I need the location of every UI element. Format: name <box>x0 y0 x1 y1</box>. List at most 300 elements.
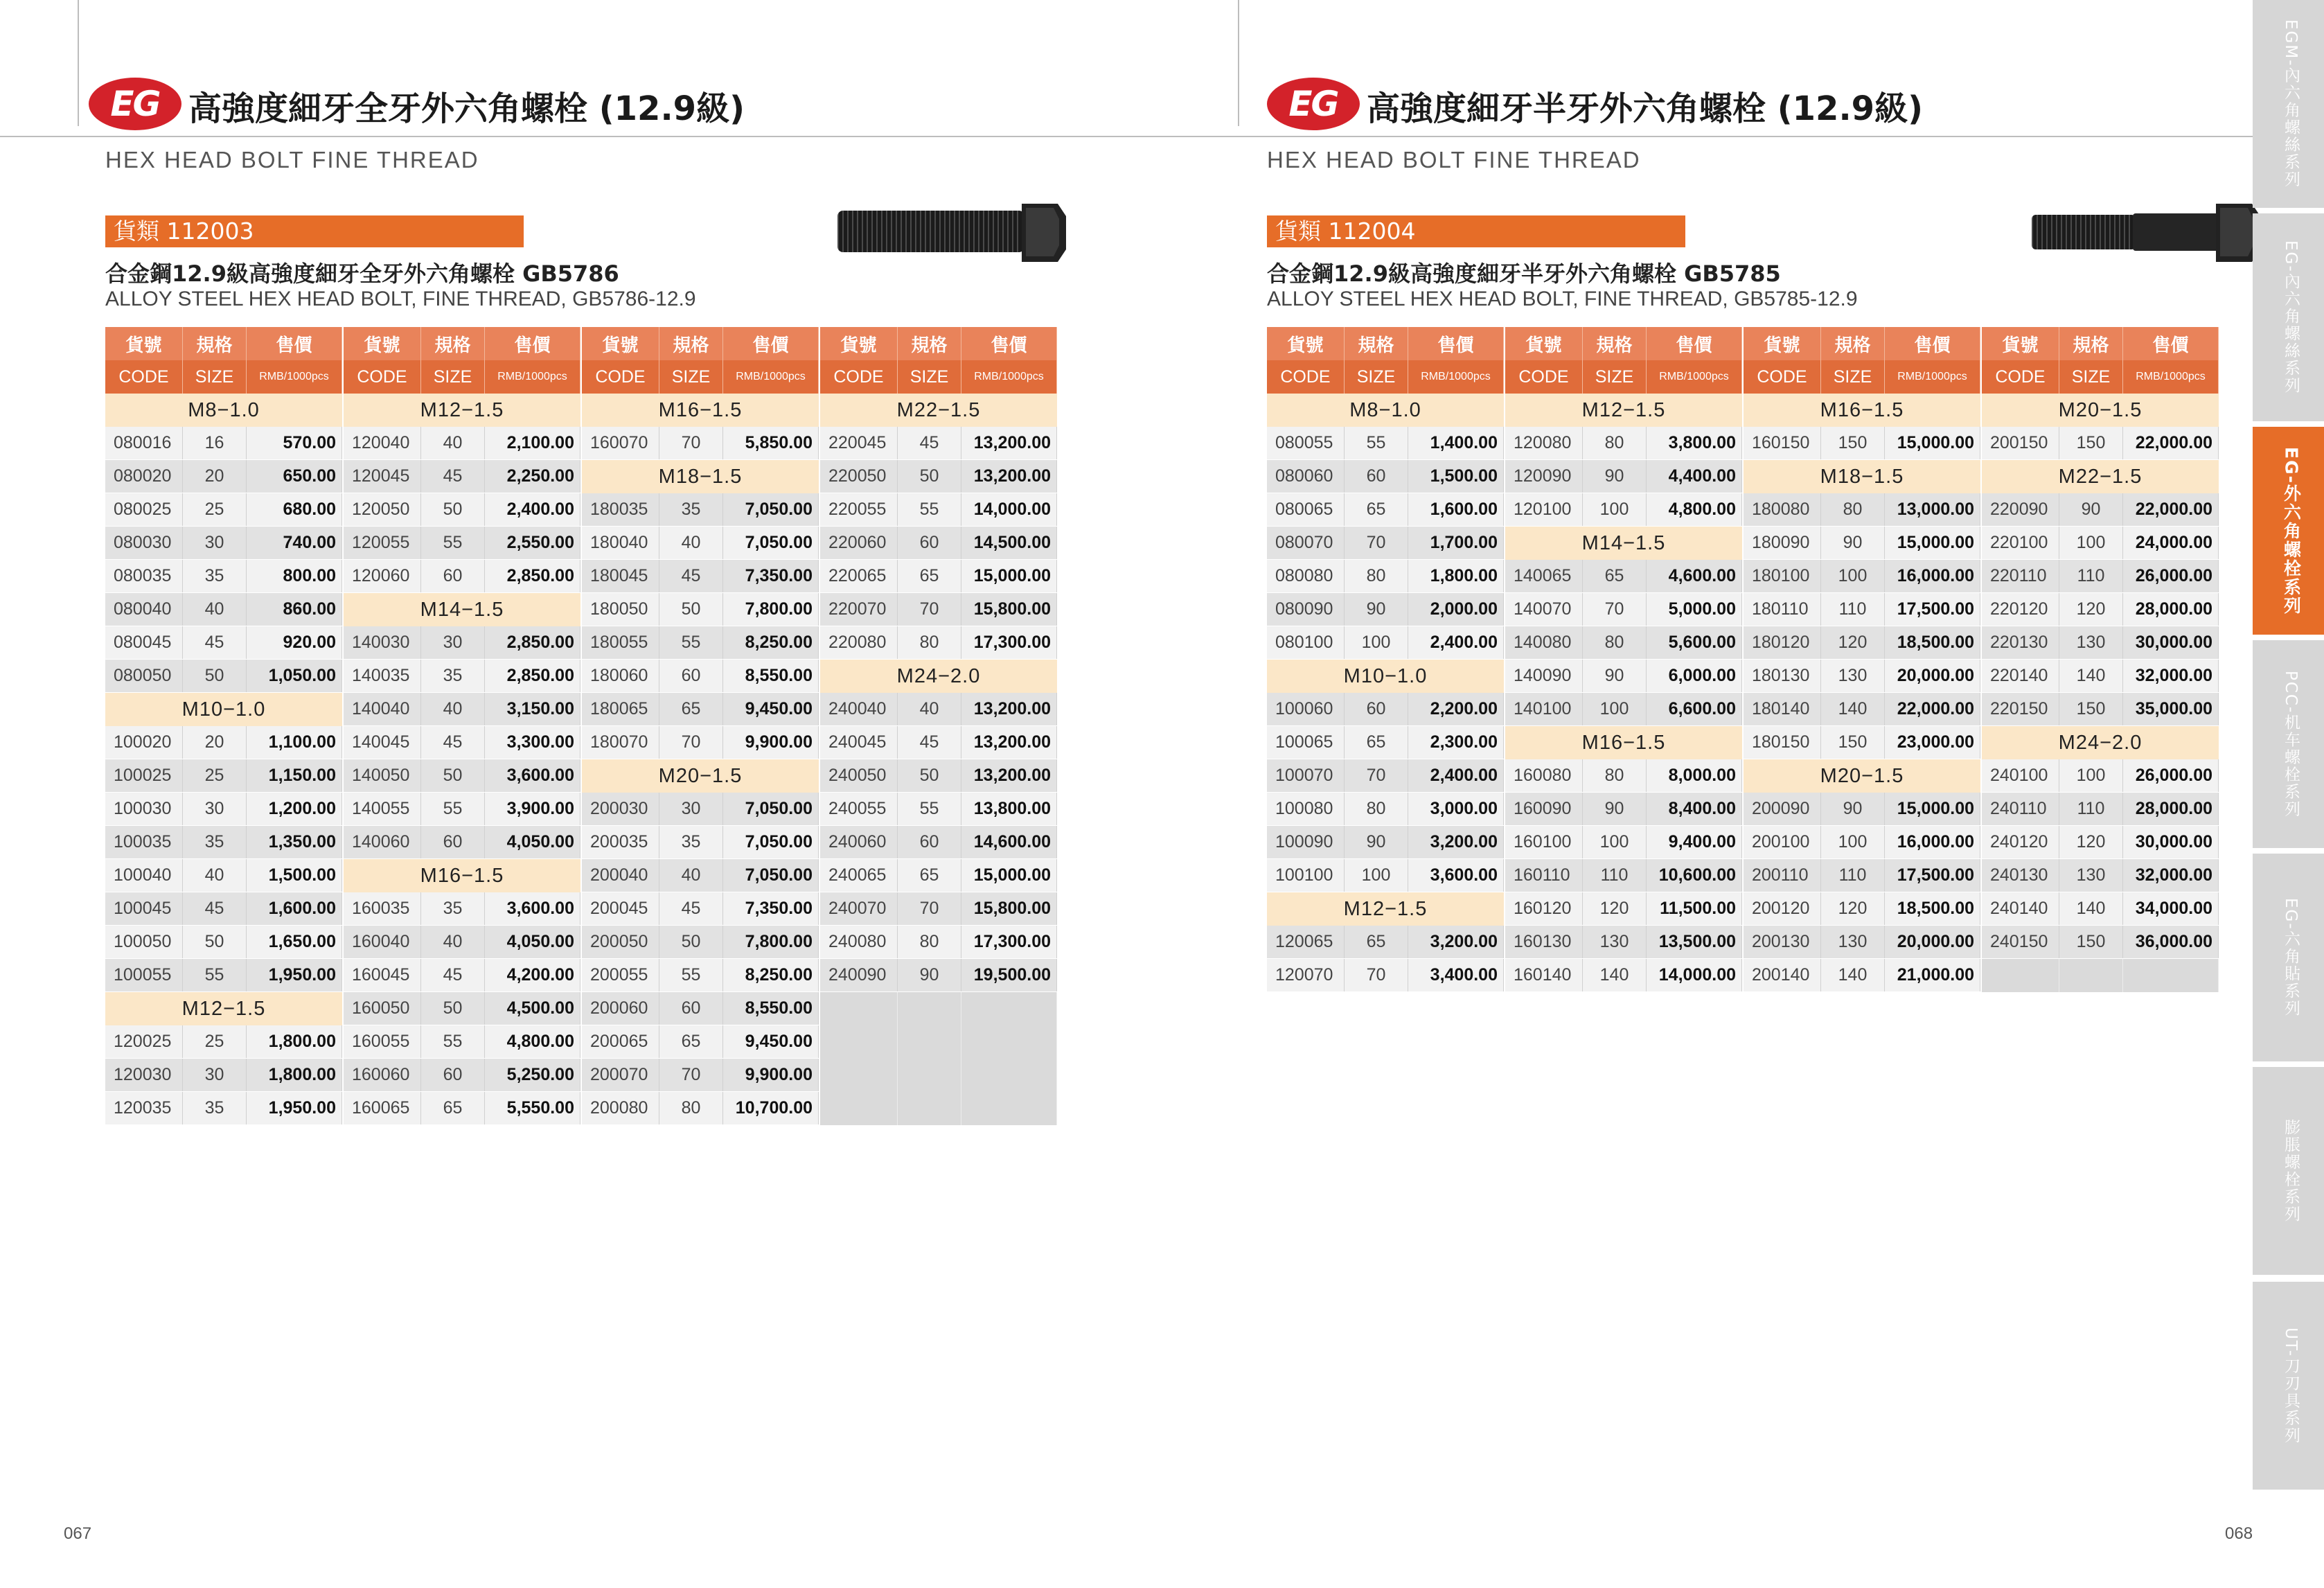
table-row <box>1744 593 1980 626</box>
price-cell: 32,000.00 <box>2123 859 2219 892</box>
code-cell: 180070 <box>582 726 659 759</box>
table-column <box>582 327 819 1125</box>
table-row <box>582 793 819 826</box>
side-tab-3[interactable]: EG-外六角螺栓系列 <box>2253 427 2324 635</box>
header-size-en: SIZE <box>1345 360 1408 394</box>
price-cell: 24,000.00 <box>2123 527 2219 559</box>
price-cell: 2,550.00 <box>485 527 580 559</box>
table-row <box>820 726 1057 759</box>
side-tab-5[interactable]: EG-六角貼系列 <box>2253 854 2324 1061</box>
price-cell: 9,900.00 <box>723 726 819 759</box>
price-cell: 2,000.00 <box>1408 593 1504 626</box>
empty-cell <box>820 1025 898 1059</box>
code-cell: 180055 <box>582 626 659 659</box>
empty-row <box>820 1025 1057 1059</box>
size-cell: 90 <box>2059 493 2123 526</box>
code-cell: 180035 <box>582 493 659 526</box>
price-cell: 2,100.00 <box>485 427 580 459</box>
price-cell: 7,050.00 <box>723 859 819 892</box>
code-cell: 200110 <box>1744 859 1821 892</box>
table-row <box>582 859 819 892</box>
size-cell: 150 <box>2059 693 2123 725</box>
side-tab-6[interactable]: 膨脹螺栓系列 <box>2253 1067 2324 1275</box>
table-row <box>582 693 819 726</box>
table-row <box>1505 959 1742 992</box>
code-cell: 220050 <box>820 460 898 493</box>
size-cell: 90 <box>1583 460 1647 493</box>
header-row-cn <box>1267 327 1504 360</box>
price-cell: 5,550.00 <box>485 1092 580 1124</box>
table-row <box>105 560 342 593</box>
table-row <box>1744 926 1980 959</box>
table-row <box>105 892 342 926</box>
price-cell: 10,600.00 <box>1647 859 1742 892</box>
header-row-cn <box>1505 327 1742 360</box>
code-cell: 080080 <box>1267 560 1345 592</box>
price-cell: 13,800.00 <box>961 793 1057 825</box>
code-cell: 160050 <box>344 992 421 1025</box>
header-row-cn <box>820 327 1057 360</box>
size-cell: 45 <box>421 460 485 493</box>
price-cell: 36,000.00 <box>2123 926 2219 958</box>
price-cell: 4,050.00 <box>485 926 580 958</box>
price-cell: 1,500.00 <box>247 859 342 892</box>
table-row <box>582 660 819 693</box>
size-cell: 130 <box>1821 660 1885 692</box>
table-row <box>1505 660 1742 693</box>
code-cell: 240120 <box>1982 826 2059 858</box>
size-group-header: M12−1.5 <box>344 394 580 427</box>
table-row <box>1505 460 1742 493</box>
price-cell: 6,600.00 <box>1647 693 1742 725</box>
header-price-en: RMB/1000pcs <box>1647 360 1742 394</box>
half-thread-bolt-image <box>2029 201 2262 265</box>
header-code-cn: 貨號 <box>1744 327 1821 360</box>
code-cell: 220090 <box>1982 493 2059 526</box>
table-row <box>1982 593 2219 626</box>
code-cell: 220060 <box>820 527 898 559</box>
price-cell: 1,800.00 <box>1408 560 1504 592</box>
header-row-en <box>820 360 1057 394</box>
table-row <box>1982 660 2219 693</box>
table-column <box>1744 327 1980 992</box>
size-cell: 65 <box>1345 726 1408 759</box>
table-row <box>1267 926 1504 959</box>
empty-row <box>1982 959 2219 992</box>
price-cell: 1,500.00 <box>1408 460 1504 493</box>
price-cell: 13,200.00 <box>961 759 1057 792</box>
size-cell: 35 <box>183 1092 247 1124</box>
price-cell: 680.00 <box>247 493 342 526</box>
header-size-en: SIZE <box>1821 360 1885 394</box>
price-cell: 2,850.00 <box>485 626 580 659</box>
table-row <box>820 560 1057 593</box>
size-group-header: M24−2.0 <box>1982 726 2219 759</box>
table-row <box>1505 926 1742 959</box>
code-cell: 080050 <box>105 660 183 692</box>
price-cell: 14,000.00 <box>1647 959 1742 991</box>
price-cell: 15,800.00 <box>961 892 1057 925</box>
size-cell: 110 <box>2059 560 2123 592</box>
code-cell: 120080 <box>1505 427 1583 459</box>
size-cell: 40 <box>659 527 723 559</box>
size-cell: 70 <box>659 427 723 459</box>
header-row-en <box>1267 360 1504 394</box>
size-cell: 80 <box>659 1092 723 1124</box>
header-row-cn <box>344 327 580 360</box>
price-cell: 1,100.00 <box>247 726 342 759</box>
size-cell: 55 <box>659 626 723 659</box>
table-row <box>1267 693 1504 726</box>
size-cell: 120 <box>1583 892 1647 925</box>
price-cell: 15,800.00 <box>961 593 1057 626</box>
size-cell: 120 <box>1821 892 1885 925</box>
header-code-en: CODE <box>105 360 183 394</box>
size-cell: 30 <box>659 793 723 825</box>
price-cell: 1,950.00 <box>247 959 342 991</box>
header-size-en: SIZE <box>421 360 485 394</box>
header-row-cn <box>1982 327 2219 360</box>
price-cell: 860.00 <box>247 593 342 626</box>
page-title: 高強度細牙全牙外六角螺栓 (12.9級) <box>188 89 745 128</box>
table-row <box>1267 593 1504 626</box>
code-cell: 140040 <box>344 693 421 725</box>
header-code-cn: 貨號 <box>1982 327 2059 360</box>
price-cell: 2,400.00 <box>1408 626 1504 659</box>
size-cell: 40 <box>898 693 961 725</box>
size-cell: 60 <box>1345 693 1408 725</box>
table-row <box>344 892 580 926</box>
code-cell: 180060 <box>582 660 659 692</box>
table-row <box>1267 527 1504 560</box>
header-code-cn: 貨號 <box>1267 327 1345 360</box>
page-number: 068 <box>2225 1524 2253 1543</box>
price-cell: 7,050.00 <box>723 527 819 559</box>
code-cell: 180110 <box>1744 593 1821 626</box>
size-cell: 130 <box>1821 926 1885 958</box>
code-cell: 160140 <box>1505 959 1583 991</box>
code-cell: 120060 <box>344 560 421 592</box>
side-tab-7[interactable]: UT-刀刃具系列 <box>2253 1282 2324 1490</box>
header-row-cn <box>582 327 819 360</box>
price-cell: 8,400.00 <box>1647 793 1742 825</box>
price-cell: 3,000.00 <box>1408 793 1504 825</box>
header-code-en: CODE <box>1505 360 1583 394</box>
price-cell: 20,000.00 <box>1885 660 1980 692</box>
code-cell: 180040 <box>582 527 659 559</box>
table-row <box>344 726 580 759</box>
price-cell: 9,450.00 <box>723 693 819 725</box>
code-cell: 220120 <box>1982 593 2059 626</box>
table-row <box>1744 726 1980 759</box>
code-cell: 120090 <box>1505 460 1583 493</box>
price-cell: 3,600.00 <box>1408 859 1504 892</box>
code-cell: 140030 <box>344 626 421 659</box>
size-cell: 40 <box>421 926 485 958</box>
size-cell: 110 <box>1821 859 1885 892</box>
price-cell: 1,150.00 <box>247 759 342 792</box>
price-cell: 7,350.00 <box>723 892 819 925</box>
empty-cell <box>2059 959 2123 992</box>
price-cell: 650.00 <box>247 460 342 493</box>
price-cell: 15,000.00 <box>1885 527 1980 559</box>
code-cell: 180080 <box>1744 493 1821 526</box>
size-group-header: M8−1.0 <box>105 394 342 427</box>
table-row <box>820 926 1057 959</box>
code-cell: 140065 <box>1505 560 1583 592</box>
table-row <box>820 693 1057 726</box>
table-row <box>105 527 342 560</box>
size-cell: 35 <box>421 660 485 692</box>
table-row <box>105 793 342 826</box>
top-divider-line <box>78 0 79 126</box>
size-cell: 65 <box>1583 560 1647 592</box>
code-cell: 240090 <box>820 959 898 991</box>
price-table <box>1267 327 2219 992</box>
size-cell: 45 <box>421 959 485 991</box>
header-code-en: CODE <box>1744 360 1821 394</box>
size-cell: 65 <box>421 1092 485 1124</box>
header-size-cn: 規格 <box>1821 327 1885 360</box>
code-cell: 100050 <box>105 926 183 958</box>
size-cell: 50 <box>659 593 723 626</box>
header-size-cn: 規格 <box>659 327 723 360</box>
size-cell: 65 <box>898 560 961 592</box>
code-cell: 200140 <box>1744 959 1821 991</box>
code-cell: 200045 <box>582 892 659 925</box>
empty-cell <box>820 1059 898 1092</box>
size-cell: 60 <box>421 1059 485 1091</box>
code-cell: 160060 <box>344 1059 421 1091</box>
price-cell: 22,000.00 <box>2123 493 2219 526</box>
side-section-tabs <box>2253 0 2324 1588</box>
size-cell: 20 <box>183 726 247 759</box>
size-cell: 60 <box>421 560 485 592</box>
price-cell: 15,000.00 <box>961 859 1057 892</box>
table-row <box>105 759 342 793</box>
price-cell: 34,000.00 <box>2123 892 2219 925</box>
code-cell: 220100 <box>1982 527 2059 559</box>
header-code-en: CODE <box>820 360 898 394</box>
table-row <box>1267 560 1504 593</box>
price-cell: 13,200.00 <box>961 460 1057 493</box>
table-row <box>344 560 580 593</box>
page-subtitle: HEX HEAD BOLT FINE THREAD <box>1267 147 1641 173</box>
table-row <box>105 726 342 759</box>
table-row <box>582 926 819 959</box>
size-cell: 30 <box>183 527 247 559</box>
size-cell: 30 <box>183 793 247 825</box>
header-price-en: RMB/1000pcs <box>961 360 1057 394</box>
code-cell: 080100 <box>1267 626 1345 659</box>
table-row <box>1982 560 2219 593</box>
price-cell: 1,800.00 <box>247 1025 342 1058</box>
header-row-en <box>105 360 342 394</box>
table-row <box>1744 826 1980 859</box>
header-rule <box>0 136 1238 137</box>
size-cell: 60 <box>421 826 485 858</box>
size-cell: 65 <box>898 859 961 892</box>
size-group-header: M22−1.5 <box>820 394 1057 427</box>
table-row <box>344 493 580 527</box>
size-cell: 140 <box>1821 693 1885 725</box>
table-row <box>1982 892 2219 926</box>
price-cell: 7,050.00 <box>723 793 819 825</box>
code-cell: 100030 <box>105 793 183 825</box>
size-cell: 55 <box>421 1025 485 1058</box>
table-row <box>582 959 819 992</box>
size-cell: 120 <box>2059 826 2123 858</box>
price-cell: 1,650.00 <box>247 926 342 958</box>
code-cell: 120025 <box>105 1025 183 1058</box>
table-row <box>105 460 342 493</box>
code-cell: 240040 <box>820 693 898 725</box>
table-row <box>820 626 1057 660</box>
header-price-en: RMB/1000pcs <box>723 360 819 394</box>
price-cell: 16,000.00 <box>1885 560 1980 592</box>
price-cell: 17,300.00 <box>961 626 1057 659</box>
table-row <box>1505 693 1742 726</box>
code-cell: 240060 <box>820 826 898 858</box>
price-cell: 8,000.00 <box>1647 759 1742 792</box>
side-tab-2[interactable]: EG-內六角螺絲系列 <box>2253 213 2324 421</box>
top-divider-line <box>1238 0 1239 126</box>
size-cell: 140 <box>1821 959 1885 991</box>
size-cell: 90 <box>1821 527 1885 559</box>
code-cell: 180050 <box>582 593 659 626</box>
size-cell: 80 <box>1345 560 1408 592</box>
price-cell: 19,500.00 <box>961 959 1057 991</box>
size-cell: 90 <box>1345 593 1408 626</box>
code-cell: 160150 <box>1744 427 1821 459</box>
size-cell: 30 <box>183 1059 247 1091</box>
code-cell: 120055 <box>344 527 421 559</box>
product-name-cn: 合金鋼12.9級高強度細牙半牙外六角螺栓 GB5785 <box>1267 261 1781 287</box>
header-size-en: SIZE <box>183 360 247 394</box>
code-cell: 160080 <box>1505 759 1583 792</box>
table-row <box>1744 892 1980 926</box>
price-cell: 3,600.00 <box>485 759 580 792</box>
size-cell: 90 <box>898 959 961 991</box>
header-code-cn: 貨號 <box>820 327 898 360</box>
code-cell: 100090 <box>1267 826 1345 858</box>
price-cell: 7,050.00 <box>723 826 819 858</box>
code-cell: 100065 <box>1267 726 1345 759</box>
code-cell: 080020 <box>105 460 183 493</box>
empty-cell <box>1982 959 2059 992</box>
size-cell: 50 <box>421 493 485 526</box>
size-cell: 100 <box>1821 826 1885 858</box>
table-row <box>105 660 342 693</box>
size-cell: 25 <box>183 759 247 792</box>
size-cell: 90 <box>1821 793 1885 825</box>
header-row-en <box>344 360 580 394</box>
code-cell: 200120 <box>1744 892 1821 925</box>
size-cell: 100 <box>1583 826 1647 858</box>
price-cell: 5,000.00 <box>1647 593 1742 626</box>
price-cell: 17,500.00 <box>1885 593 1980 626</box>
empty-cell <box>820 992 898 1025</box>
table-row <box>582 892 819 926</box>
table-row <box>1505 793 1742 826</box>
size-cell: 100 <box>1345 626 1408 659</box>
header-row-cn <box>105 327 342 360</box>
header-rule <box>1238 136 2253 137</box>
price-cell: 3,800.00 <box>1647 427 1742 459</box>
code-cell: 140070 <box>1505 593 1583 626</box>
code-cell: 140050 <box>344 759 421 792</box>
code-cell: 140080 <box>1505 626 1583 659</box>
price-cell: 9,900.00 <box>723 1059 819 1091</box>
price-cell: 8,550.00 <box>723 992 819 1025</box>
code-cell: 200130 <box>1744 926 1821 958</box>
table-row <box>582 992 819 1025</box>
header-price-en: RMB/1000pcs <box>1408 360 1504 394</box>
side-tab-4[interactable]: PCC-机车螺栓系列 <box>2253 640 2324 848</box>
code-cell: 080040 <box>105 593 183 626</box>
size-cell: 40 <box>421 693 485 725</box>
code-cell: 120040 <box>344 427 421 459</box>
table-row <box>582 493 819 527</box>
header-code-cn: 貨號 <box>1505 327 1583 360</box>
side-tab-1[interactable]: EGM-內六角螺絲系列 <box>2253 0 2324 208</box>
empty-cell <box>961 1092 1057 1125</box>
header-size-cn: 規格 <box>898 327 961 360</box>
size-cell: 45 <box>659 892 723 925</box>
code-cell: 180065 <box>582 693 659 725</box>
price-cell: 1,600.00 <box>1408 493 1504 526</box>
size-cell: 50 <box>421 992 485 1025</box>
size-cell: 60 <box>898 527 961 559</box>
table-row <box>344 793 580 826</box>
code-cell: 120050 <box>344 493 421 526</box>
table-row <box>1982 759 2219 793</box>
size-cell: 70 <box>898 892 961 925</box>
table-row <box>582 826 819 859</box>
table-row <box>1505 427 1742 460</box>
table-row <box>820 493 1057 527</box>
table-row <box>1267 959 1504 992</box>
code-cell: 120100 <box>1505 493 1583 526</box>
price-cell: 2,400.00 <box>485 493 580 526</box>
size-cell: 50 <box>183 926 247 958</box>
page-number: 067 <box>64 1524 92 1543</box>
table-row <box>1982 793 2219 826</box>
code-cell: 200040 <box>582 859 659 892</box>
table-row <box>344 1059 580 1092</box>
size-cell: 60 <box>659 660 723 692</box>
code-cell: 160110 <box>1505 859 1583 892</box>
code-cell: 180045 <box>582 560 659 592</box>
price-cell: 22,000.00 <box>2123 427 2219 459</box>
code-cell: 200100 <box>1744 826 1821 858</box>
code-cell: 160045 <box>344 959 421 991</box>
price-cell: 3,150.00 <box>485 693 580 725</box>
size-cell: 110 <box>2059 793 2123 825</box>
price-cell: 4,500.00 <box>485 992 580 1025</box>
header-price-cn: 售價 <box>961 327 1057 360</box>
code-cell: 220070 <box>820 593 898 626</box>
header-code-en: CODE <box>1267 360 1345 394</box>
size-group-header: M14−1.5 <box>344 593 580 626</box>
table-row <box>1982 859 2219 892</box>
size-cell: 80 <box>1583 759 1647 792</box>
empty-cell <box>898 992 961 1025</box>
table-row <box>1744 527 1980 560</box>
header-code-en: CODE <box>1982 360 2059 394</box>
price-cell: 28,000.00 <box>2123 593 2219 626</box>
table-row <box>1505 593 1742 626</box>
